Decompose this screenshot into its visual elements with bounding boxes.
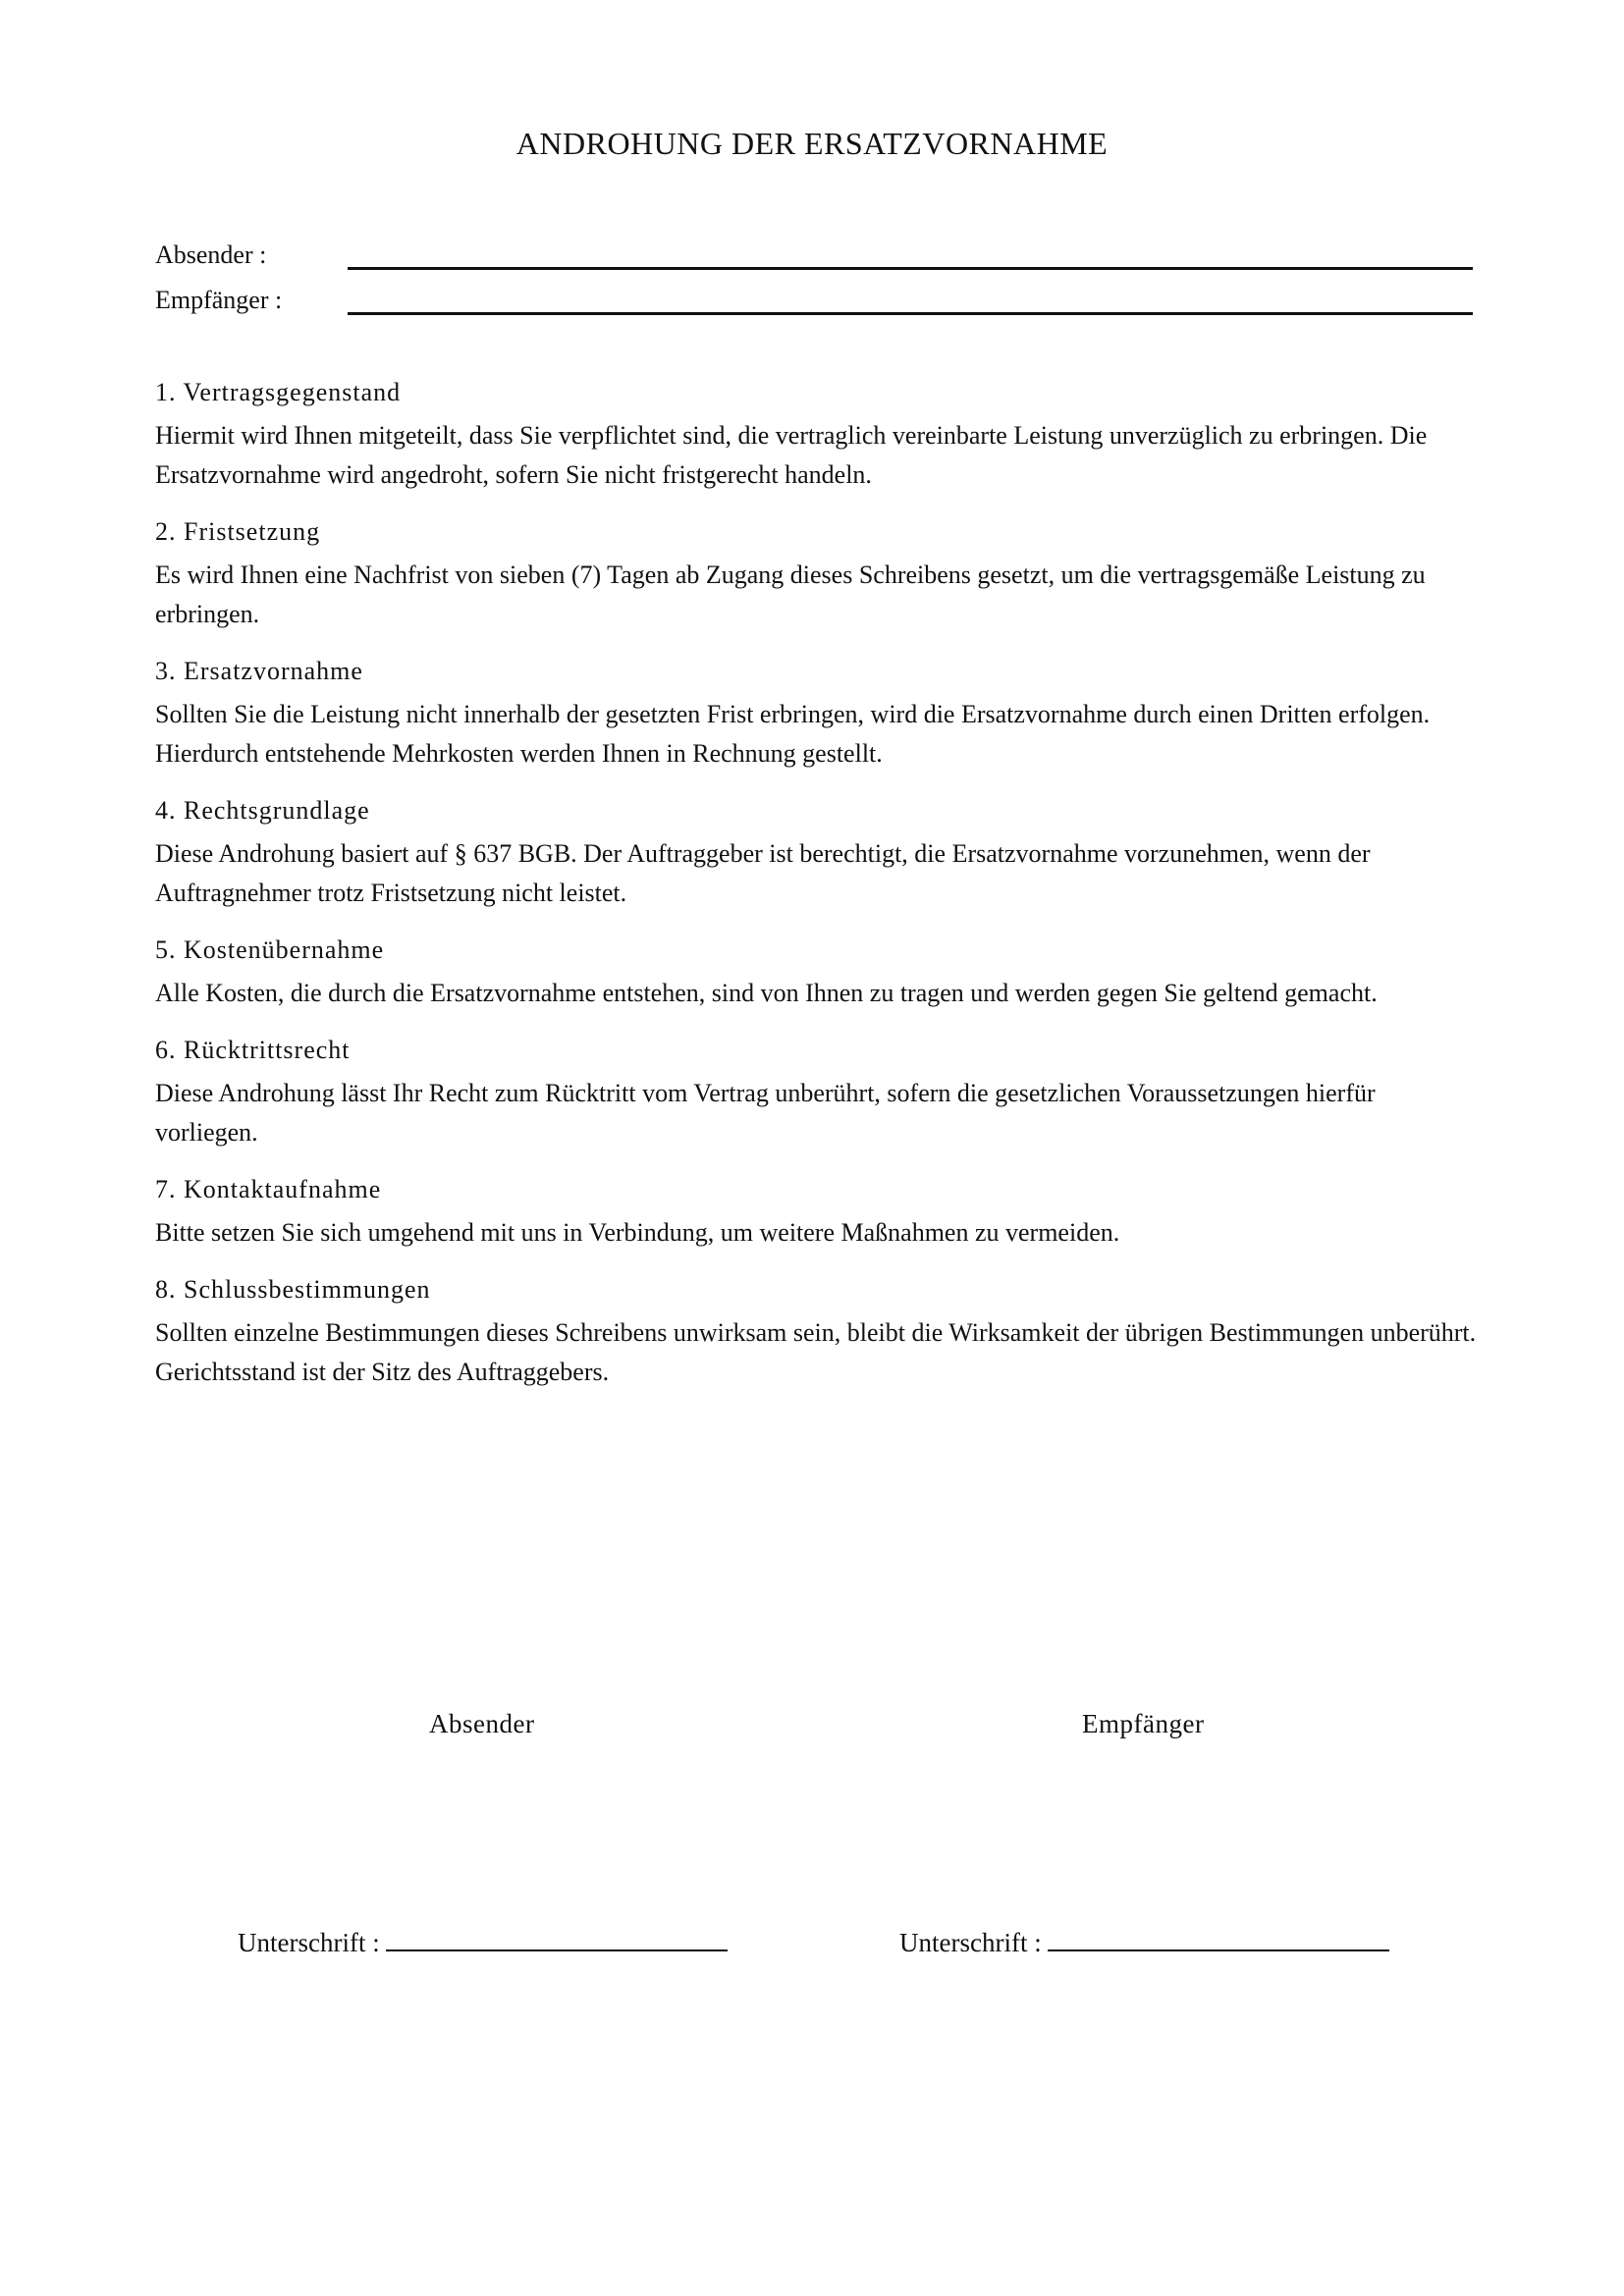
section-ruecktrittsrecht [155, 1033, 1481, 1152]
section-fristsetzung [155, 514, 1481, 634]
sender-signature-label: Unterschrift : [238, 1928, 380, 1957]
section-body: Hiermit wird Ihnen mitgeteilt, dass Sie verpflichtet sind, die vertraglich vereinbarte Leistung unverzüglich zu erbringen. Die Ersatzvornahme wird angedroht, sofern Sie nicht fristgerecht handeln. [155, 421, 1428, 489]
sender-field-line[interactable] [348, 267, 1473, 270]
section-body: Bitte setzen Sie sich umgehend mit uns in Verbindung, um weitere Maßnahmen zu vermeiden. [155, 1218, 1120, 1247]
recipient-row [155, 283, 1473, 322]
section-body: Sollten Sie die Leistung nicht innerhalb der gesetzten Frist erbringen, wird die Ersatzvornahme durch einen Dritten erfolgen. Hierdurch entstehende Mehrkosten werden Ihnen in Rechnung gestellt. [155, 700, 1431, 768]
section-kostenuebernahme [155, 933, 1481, 1013]
recipient-signature-heading: Empfänger [1082, 1709, 1205, 1738]
sender-row [155, 238, 1473, 277]
section-heading: 6. Rücktrittsrecht [155, 1036, 351, 1064]
section-heading: 7. Kontaktaufnahme [155, 1175, 382, 1203]
recipient-signature-row [899, 1924, 1389, 1960]
section-vertragsgegenstand [155, 375, 1481, 495]
section-body: Alle Kosten, die durch die Ersatzvornahme entstehen, sind von Ihnen zu tragen und werden gegen Sie geltend gemacht. [155, 979, 1378, 1007]
section-body: Es wird Ihnen eine Nachfrist von sieben (7) Tagen ab Zugang dieses Schreibens gesetzt, um die vertragsgemäße Leistung zu erbringen. [155, 561, 1426, 628]
section-heading: 5. Kostenübernahme [155, 935, 385, 964]
sender-signature-row [238, 1924, 728, 1960]
recipient-signature-line[interactable] [1048, 1924, 1389, 1951]
sections-list [155, 375, 1481, 1412]
document-title: ANDROHUNG DER ERSATZVORNAHME [515, 126, 1109, 161]
recipient-label: Empfänger : [155, 286, 283, 314]
section-heading: 4. Rechtsgrundlage [155, 796, 370, 825]
section-kontaktaufnahme [155, 1172, 1481, 1253]
sender-signature-heading: Absender [429, 1709, 535, 1738]
section-rechtsgrundlage [155, 793, 1481, 913]
section-body: Sollten einzelne Bestimmungen dieses Schreibens unwirksam sein, bleibt die Wirksamkeit der übrigen Bestimmungen unberührt. Gerichtsstand ist der Sitz des Auftraggebers. [155, 1318, 1477, 1386]
recipient-field-line[interactable] [348, 312, 1473, 315]
sender-signature-line[interactable] [386, 1924, 728, 1951]
recipient-signature-label: Unterschrift : [899, 1928, 1042, 1957]
section-heading: 3. Ersatzvornahme [155, 657, 363, 685]
sender-label: Absender : [155, 240, 267, 269]
section-heading: 8. Schlussbestimmungen [155, 1275, 431, 1304]
section-body: Diese Androhung basiert auf § 637 BGB. Der Auftraggeber ist berechtigt, die Ersatzvornahme vorzunehmen, wenn der Auftragnehmer trotz Fristsetzung nicht leistet. [155, 839, 1371, 907]
section-schlussbestimmungen [155, 1272, 1481, 1392]
section-heading: 1. Vertragsgegenstand [155, 378, 402, 406]
section-ersatzvornahme [155, 654, 1481, 774]
section-heading: 2. Fristsetzung [155, 517, 321, 546]
section-body: Diese Androhung lässt Ihr Recht zum Rücktritt vom Vertrag unberührt, sofern die gesetzlichen Voraussetzungen hierfür vorliegen. [155, 1079, 1376, 1147]
